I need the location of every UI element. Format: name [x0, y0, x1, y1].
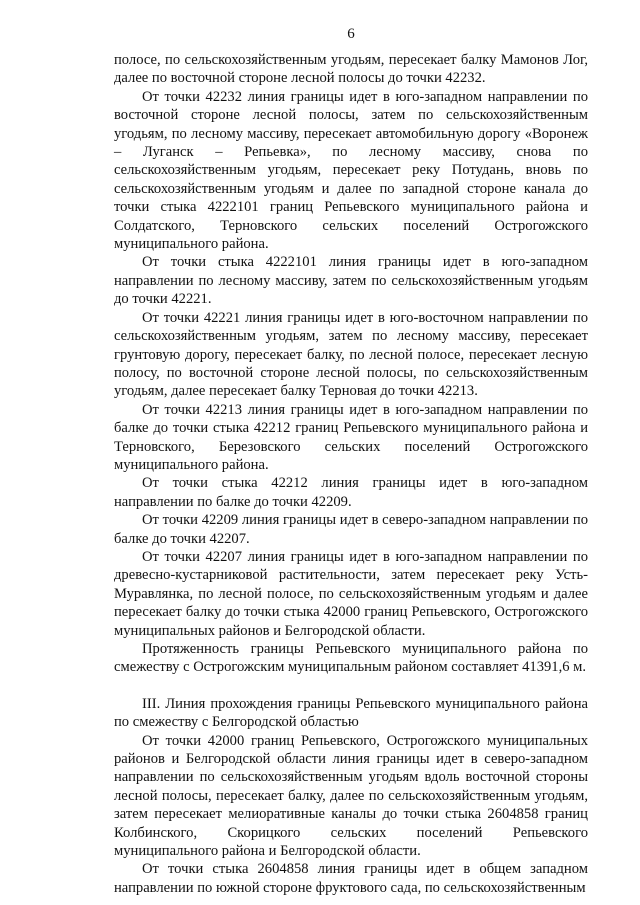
- paragraph: От точки 42221 линия границы идет в юго-восточном направлении по сельскохозяйственным угодьям, затем по лесному массиву, пересекает грунтовую дорогу, пересекает балку, по лесной полосе, пересекает лесную полосу, по восточной стороне лесной полосы, по сельскохозяйственным угодьям, далее пересекает балку Терновая до точки 42213.: [114, 309, 588, 400]
- document-page: [114, 26, 588, 897]
- paragraph: От точки 42000 границ Репьевского, Острогожского муниципальных районов и Белгородской области линия границы идет в северо-западном направлении по сельскохозяйственным угодьям вдоль восточной стороны лесной полосы, пересекает балку, далее по сельскохозяйственным угодьям, затем пересекает мелиоративные каналы до точки стыка 2604858 границ Колбинского, Скорицкого сельских поселений Репьевского муниципального района и Белгородской области.: [114, 732, 588, 860]
- section-title: III. Линия прохождения границы Репьевского муниципального района по смежеству с Белгородской областью: [114, 695, 588, 731]
- paragraph: От точки 42207 линия границы идет в юго-западном направлении по древесно-кустарниковой растительности, затем пересекает реку Усть-Муравлянка, по лесной полосе, по сельскохозяйственным угодьям и далее пересекает балку до точки стыка 42000 границ Репьевского, Острогожского муниципальных районов и Белгородской области.: [114, 548, 588, 639]
- paragraphs-block-2: [114, 732, 588, 898]
- paragraph: Протяженность границы Репьевского муниципального района по смежеству с Острогожским муниципальным районом составляет 41391,6 м.: [114, 641, 588, 676]
- paragraph: полосе, по сельскохозяйственным угодьям, пересекает балку Мамонов Лог, далее по восточной стороне лесной полосы до точки 42232.: [114, 52, 588, 87]
- paragraphs-block-1: [114, 51, 588, 677]
- paragraph: От точки 42232 линия границы идет в юго-западном направлении по восточной стороне лесной полосы, затем по сельскохозяйственным угодьям, по лесному массиву, пересекает автомобильную дорогу «Воронеж – Луганск – Репьевка», по лесному массиву, снова по сельскохозяйственным угодьям, пересекает реку Потудань, вновь по сельскохозяйственным угодьям и далее по западной стороне канала до точки стыка 4222101 границ Репьевского муниципального района и Солдатского, Терновского сельских поселений Острогожского муниципального района.: [114, 88, 588, 253]
- paragraph: От точки стыка 4222101 линия границы идет в юго-западном направлении по лесному массиву, затем по сельскохозяйственным угодьям до точки 42221.: [114, 254, 588, 308]
- page-number: 6: [347, 26, 355, 42]
- paragraph: От точки 42209 линия границы идет в северо-западном направлении по балке до точки 42207.: [114, 512, 588, 547]
- section-spacer: [114, 677, 588, 695]
- paragraph: От точки 42213 линия границы идет в юго-западном направлении по балке до точки стыка 42212 границ Репьевского муниципального района и Терновского, Березовского сельских поселений Острогожского муниципального района.: [114, 401, 588, 473]
- paragraph: От точки стыка 2604858 линия границы идет в общем западном направлении по южной стороне фруктового сада, по сельскохозяйственным: [114, 861, 588, 896]
- paragraph: От точки стыка 42212 линия границы идет в юго-западном направлении по балке до точки 42209.: [114, 475, 588, 510]
